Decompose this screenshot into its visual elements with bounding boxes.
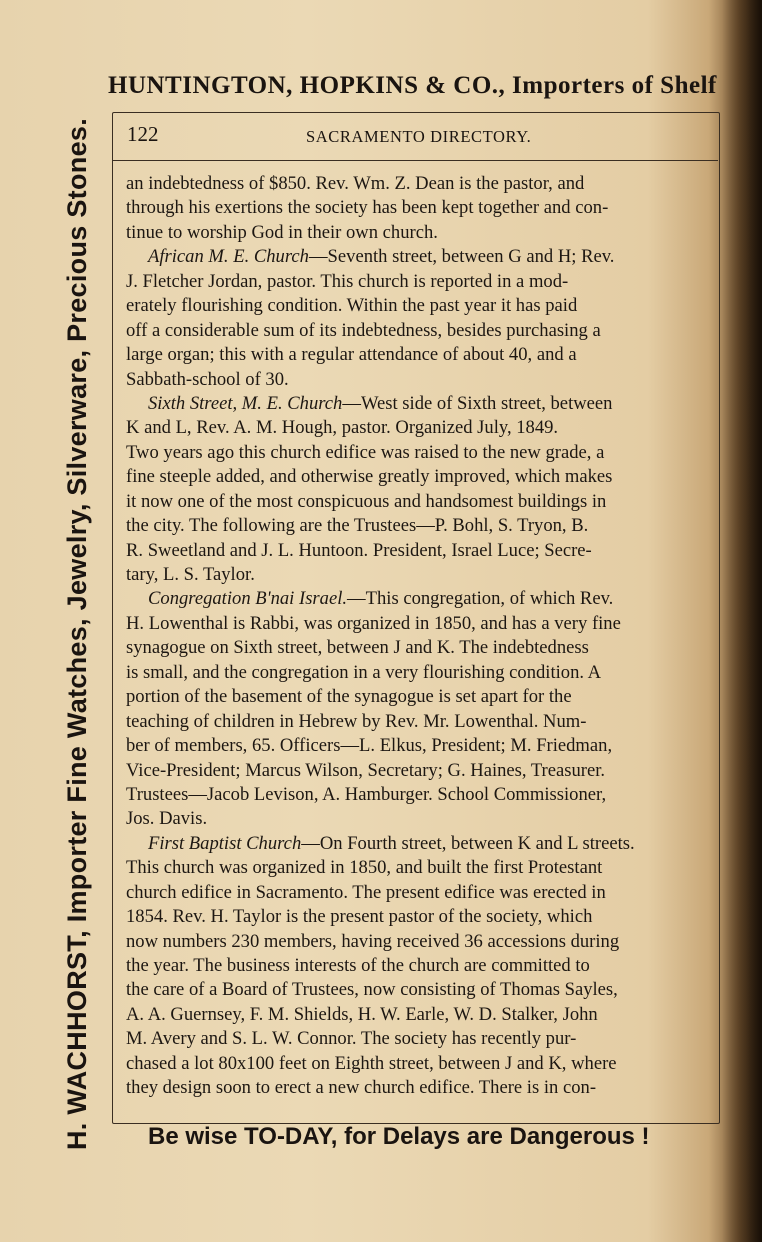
text-line: it now one of the most conspicuous and handsomest buildings in — [126, 490, 607, 512]
entry-name: Sixth Street, M. E. Church — [148, 392, 343, 414]
text-line: ber of members, 65. Officers—L. Elkus, President; M. Friedman, — [126, 735, 613, 757]
text-line: portion of the basement of the synagogue is set apart for the — [126, 686, 572, 708]
text-line: 1854. Rev. H. Taylor is the present pastor of the society, which — [126, 906, 593, 928]
paragraph-start-line: First Baptist Church—On Fourth street, between K and L streets. — [148, 832, 635, 854]
text-line: tary, L. S. Taylor. — [126, 564, 255, 585]
text-line: J. Fletcher Jordan, pastor. This church is reported in a mod- — [126, 270, 569, 292]
text-line: erately flourishing condition. Within the past year it has paid — [126, 295, 578, 317]
side-advertisement: H. WACHHORST, Importer Fine Watches, Jewelry, Silverware, Precious Stones. — [62, 118, 92, 1150]
text-line: A. A. Guernsey, F. M. Shields, H. W. Earle, W. D. Stalker, John — [126, 1003, 598, 1025]
spine-shadow — [722, 0, 762, 1242]
text-line: tinue to worship God in their own church. — [126, 221, 438, 243]
text-line: Trustees—Jacob Levison, A. Hamburger. School Commissioner, — [126, 783, 607, 805]
entry-name: First Baptist Church — [148, 832, 302, 854]
text-line: the care of a Board of Trustees, now consisting of Thomas Sayles, — [126, 979, 618, 1001]
bottom-advertisement: Be wise TO-DAY, for Delays are Dangerous ! — [148, 1123, 650, 1150]
text-line: K and L, Rev. A. M. Hough, pastor. Organized July, 1849. — [126, 417, 559, 439]
text-line: Jos. Davis. — [126, 808, 208, 830]
entry-name: African M. E. Church — [148, 246, 309, 268]
text-line: Vice-President; Marcus Wilson, Secretary; G. Haines, Treasurer. — [126, 759, 606, 781]
text-line: Sabbath-school of 30. — [126, 368, 289, 390]
text-line: off a considerable sum of its indebtedness, besides purchasing a — [126, 319, 601, 341]
text-line: is small, and the congregation in a very flourishing condition. A — [126, 661, 602, 683]
text-line: M. Avery and S. L. W. Connor. The society has recently pur- — [126, 1028, 577, 1050]
top-advertisement: HUNTINGTON, HOPKINS & CO., Importers of Shelf — [108, 72, 717, 99]
text-line: chased a lot 80x100 feet on Eighth street, between J and K, where — [126, 1052, 617, 1074]
text-line: This church was organized in 1850, and built the first Protestant — [126, 857, 603, 879]
text-line: church edifice in Sacramento. The present edifice was erected in — [126, 881, 606, 903]
running-head: SACRAMENTO DIRECTORY. — [306, 127, 532, 146]
text-line: they design soon to erect a new church edifice. There is in con- — [126, 1077, 597, 1099]
header-rule — [112, 160, 718, 161]
text-line: an indebtedness of $850. Rev. Wm. Z. Dean is the pastor, and — [126, 173, 585, 194]
text-line: synagogue on Sixth street, between J and K. The indebtedness — [126, 637, 589, 659]
paragraph-start-line: African M. E. Church—Seventh street, between G and H; Rev. — [148, 246, 615, 268]
text-line: R. Sweetland and J. L. Huntoon. President, Israel Luce; Secre- — [126, 539, 592, 561]
text-line: fine steeple added, and otherwise greatly improved, which makes — [126, 466, 613, 488]
entry-name: Congregation B'nai Israel. — [148, 588, 348, 610]
text-line: now numbers 230 members, having received 36 accessions during — [126, 930, 620, 952]
paragraph-start-line: Congregation B'nai Israel.—This congregation, of which Rev. — [148, 588, 614, 610]
paragraph-start-line: Sixth Street, M. E. Church—West side of Sixth street, between — [148, 392, 613, 414]
text-line: large organ; this with a regular attendance of about 40, and a — [126, 344, 577, 366]
text-line: Two years ago this church edifice was raised to the new grade, a — [126, 441, 605, 463]
body-text — [126, 172, 710, 1101]
text-line: the city. The following are the Trustees—P. Bohl, S. Tryon, B. — [126, 515, 589, 537]
text-line: teaching of children in Hebrew by Rev. Mr. Lowenthal. Num- — [126, 710, 587, 732]
text-line: through his exertions the society has been kept together and con- — [126, 197, 609, 219]
text-line: H. Lowenthal is Rabbi, was organized in 1850, and has a very fine — [126, 612, 621, 634]
page-number: 122 — [127, 122, 159, 146]
text-line: the year. The business interests of the church are committed to — [126, 955, 590, 976]
